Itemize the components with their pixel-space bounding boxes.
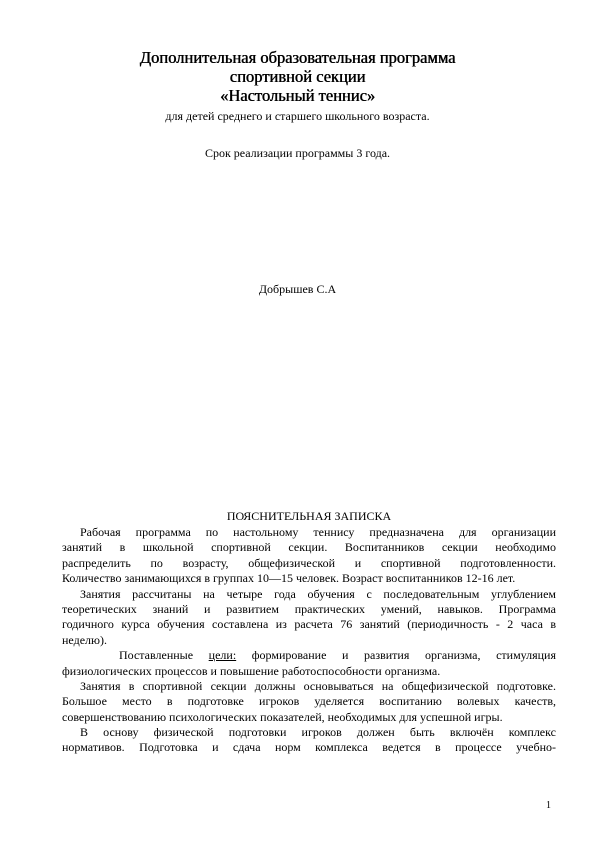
text-line: Занятия рассчитаны на четыре года обучения с последовательным углублением (80, 586, 556, 601)
text-line: распределить по возрасту, общефизической и спортивной подготовленности. (62, 555, 556, 570)
paragraph-4 (62, 679, 556, 725)
paragraph-5 (62, 725, 556, 756)
text-line (62, 648, 556, 663)
text-line: занятий в школьной спортивной секции. Воспитанников секции необходимо (62, 540, 556, 555)
text-line: физиологических процессов и повышение работоспособности организма. (62, 663, 441, 678)
text-line: неделю). (62, 632, 107, 647)
text-line: теоретических знаний и развитием практических умений, навыков. Программа (62, 601, 556, 616)
text-line: нормативов. Подготовка и сдача норм комплекса ведется в процессе учебно- (62, 740, 556, 755)
title-block (0, 48, 595, 160)
goals-label: цели: (208, 648, 237, 663)
explanatory-note (62, 509, 556, 756)
text-line: Занятия в спортивной секции должны основываться на общефизической подготовке. (80, 678, 556, 693)
text-line: годичного курса обучения составлена из расчета 76 занятий (периодичность - 2 часа в (62, 617, 556, 632)
term-line: Срок реализации программы 3 года. (204, 146, 391, 160)
paragraph-1 (62, 525, 556, 587)
text-line: Количество занимающихся в группах 10—15 человек. Возраст воспитанников 12-16 лет. (62, 571, 516, 586)
text-line: В основу физической подготовки игроков должен быть включён комплекс (80, 725, 556, 740)
program-title-line2: спортивной секции (229, 67, 366, 86)
paragraph-3 (62, 648, 556, 679)
audience-line: для детей среднего и старшего школьного возраста. (165, 109, 430, 123)
section-heading: ПОЯСНИТЕЛЬНАЯ ЗАПИСКА (226, 509, 392, 523)
author-name: Добрышев С.А (258, 282, 337, 296)
program-title-line1: Дополнительная образовательная программа (139, 48, 456, 67)
page-number: 1 (546, 800, 551, 811)
program-title-line3: «Настольный теннис» (219, 86, 376, 105)
text-line: Большое место в подготовке игроков уделяется воспитанию волевых качеств, (62, 694, 556, 709)
paragraph-2 (62, 587, 556, 649)
text-line: совершенствованию психологических показателей, необходимых для успешной игры. (62, 709, 503, 724)
text-line: Рабочая программа по настольному теннису предназначена для организации (80, 525, 556, 539)
goals-text: формирование и развития организма, стимуляция (251, 648, 556, 663)
goals-lead: Поставленные (119, 648, 194, 663)
